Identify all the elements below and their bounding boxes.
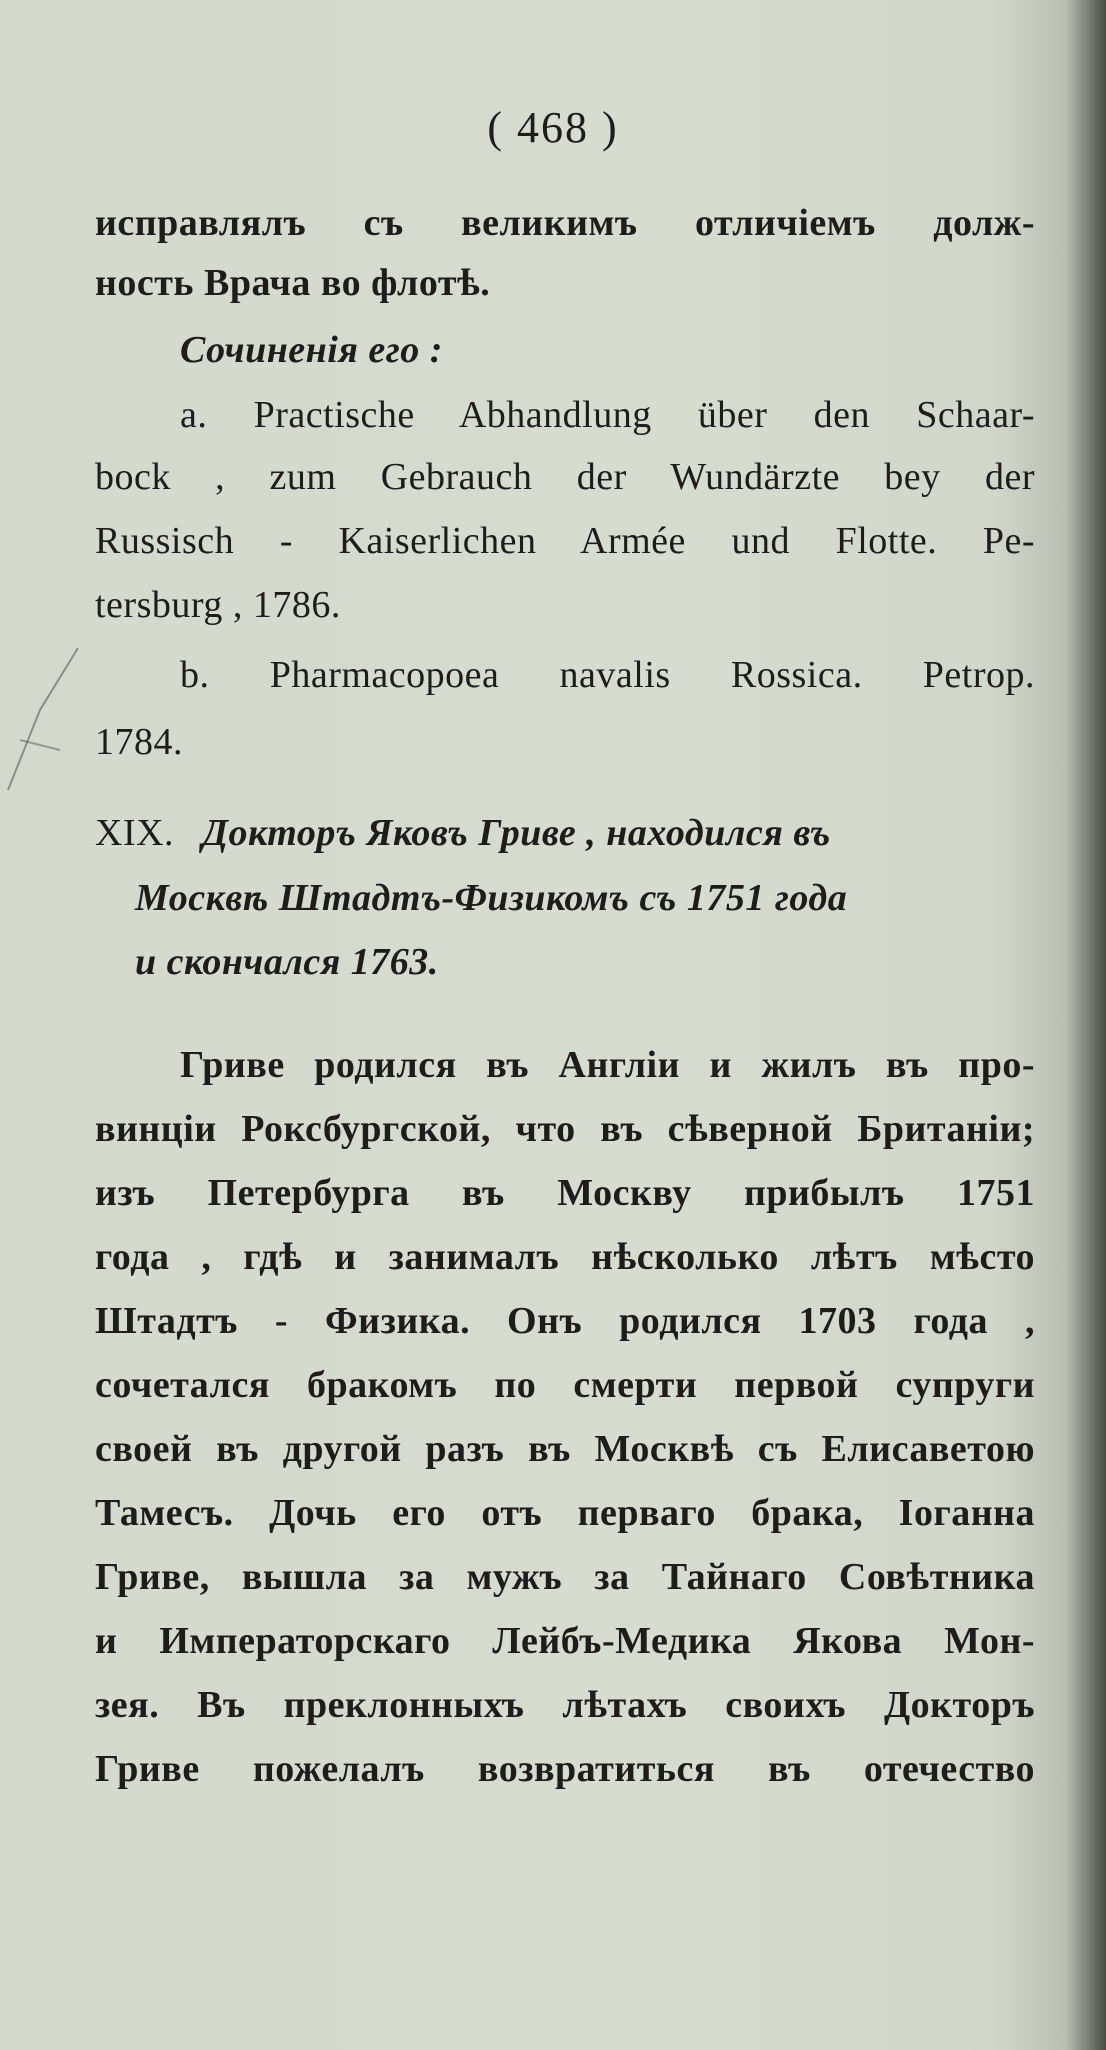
book-spine-shadow — [1066, 0, 1106, 2050]
paragraph2-line-9: Гриве, вышла за мужъ за Тайнаго Совѣтника — [95, 1556, 1035, 1598]
paragraph2-line-8: Тамесъ. Дочь его отъ перваго брака, Іоганна — [95, 1492, 1035, 1534]
works-heading: Сочиненія его : — [180, 329, 443, 371]
pencil-mark — [0, 640, 90, 800]
work-b-line-1: b. Pharmacopoea navalis Rossica. Petrop. — [180, 654, 1035, 696]
paragraph2-line-10: и Императорскаго Лейбъ-Медика Якова Мон- — [95, 1620, 1035, 1662]
paragraph2-line-2: винціи Роксбургской, что въ сѣверной Британіи; — [95, 1108, 1035, 1150]
paragraph2-line-5: Штадтъ - Физика. Онъ родился 1703 года , — [95, 1300, 1035, 1342]
paragraph2-line-3: изъ Петербурга въ Москву прибылъ 1751 — [95, 1172, 1035, 1214]
entry-number: XIX. — [95, 812, 175, 854]
paragraph2-line-12: Гриве пожелалъ возвратиться въ отечество — [95, 1748, 1035, 1790]
paragraph2-line-4: года , гдѣ и занималъ нѣсколько лѣтъ мѣсто — [95, 1236, 1035, 1278]
work-a-line-1: a. Practische Abhandlung über den Schaar- — [180, 394, 1035, 436]
paragraph1-line-2: ность Врача во флотѣ. — [95, 262, 491, 304]
entry-line-2: Москвѣ Штадтъ-Физикомъ съ 1751 года — [135, 877, 848, 919]
paragraph1-line-1: исправлялъ съ великимъ отличіемъ долж- — [95, 202, 1035, 244]
paragraph2-line-6: сочетался бракомъ по смерти первой супруги — [95, 1364, 1035, 1406]
work-a-line-3: Russisch - Kaiserlichen Armée und Flotte. Pe- — [95, 520, 1035, 562]
work-a-line-4: tersburg , 1786. — [95, 584, 341, 626]
entry-line-1: Докторъ Яковъ Гриве , находился въ — [202, 812, 831, 854]
work-a-line-2: bock , zum Gebrauch der Wundärzte bey der — [95, 456, 1035, 498]
paragraph2-line-11: зея. Въ преклонныхъ лѣтахъ своихъ Докторъ — [95, 1684, 1035, 1726]
page-number: ( 468 ) — [487, 103, 619, 152]
paragraph2-line-7: своей въ другой разъ въ Москвѣ съ Елисаветою — [95, 1428, 1035, 1470]
entry-header-line-1 — [95, 808, 1035, 858]
work-b-line-2: 1784. — [95, 721, 183, 763]
paragraph2-line-1: Гриве родился въ Англіи и жилъ въ про- — [180, 1044, 1035, 1086]
entry-line-3: и скончался 1763. — [135, 941, 439, 983]
